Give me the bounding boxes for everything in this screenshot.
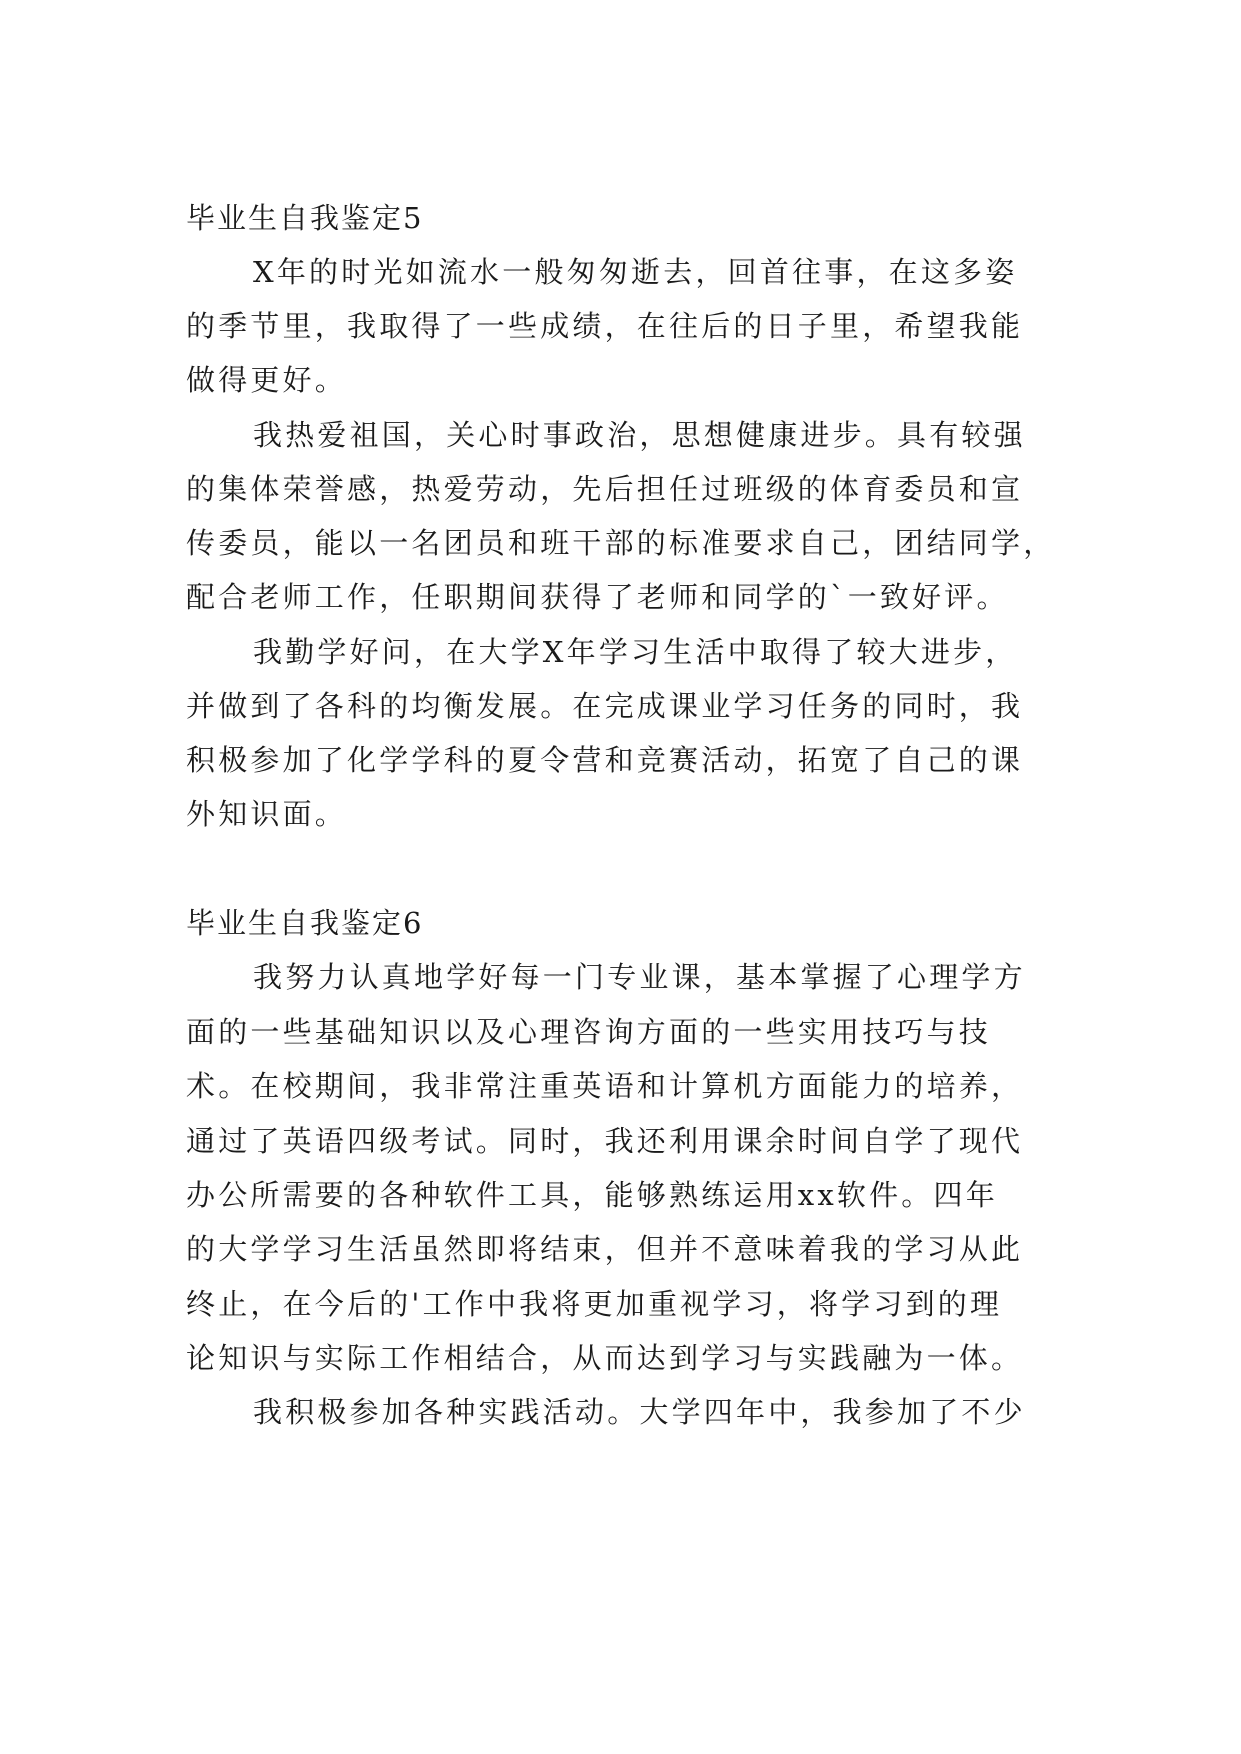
paragraph-line: 办公所需要的各种软件工具，能够熟练运用xx软件。四年 [186, 1178, 998, 1212]
paragraph-line: 我热爱祖国，关心时事政治，思想健康进步。具有较强 [253, 418, 1026, 452]
paragraph-line: 做得更好。 [186, 363, 348, 397]
paragraph-line: 积极参加了化学学科的夏令营和竞赛活动，拓宽了自己的课 [186, 743, 1024, 777]
paragraph-line: 我努力认真地学好每一门专业课，基本掌握了心理学方 [253, 960, 1026, 994]
paragraph-line: 外知识面。 [186, 797, 348, 831]
paragraph-line: 配合老师工作，任职期间获得了老师和同学的`一致好评。 [186, 580, 1009, 614]
paragraph-line: 的集体荣誉感，热爱劳动，先后担任过班级的体育委员和宣 [186, 472, 1024, 506]
paragraph-line: 论知识与实际工作相结合，从而达到学习与实践融为一体。 [186, 1341, 1024, 1375]
paragraph-line: 我勤学好问，在大学X年学习生活中取得了较大进步， [253, 635, 1018, 669]
paragraph-line: 的大学学习生活虽然即将结束，但并不意味着我的学习从此 [186, 1232, 1024, 1266]
paragraph-line: 面的一些基础知识以及心理咨询方面的一些实用技巧与技 [186, 1015, 992, 1049]
paragraph-line: 通过了英语四级考试。同时，我还利用课余时间自学了现代 [186, 1124, 1024, 1158]
paragraph-line: 传委员，能以一名团员和班干部的标准要求自己，团结同学， [186, 526, 1056, 560]
paragraph-line: 我积极参加各种实践活动。大学四年中，我参加了不少 [253, 1395, 1026, 1429]
section-heading-5: 毕业生自我鉴定5 [186, 201, 424, 235]
paragraph-line: 的季节里，我取得了一些成绩，在往后的日子里，希望我能 [186, 309, 1024, 343]
paragraph-line: 终止，在今后的'工作中我将更加重视学习，将学习到的理 [186, 1287, 1003, 1321]
paragraph-line: X年的时光如流水一般匆匆逝去，回首往事，在这多姿 [253, 255, 1018, 289]
section-heading-6: 毕业生自我鉴定6 [186, 906, 424, 940]
paragraph-line: 术。在校期间，我非常注重英语和计算机方面能力的培养， [186, 1069, 1024, 1103]
paragraph-line: 并做到了各科的均衡发展。在完成课业学习任务的同时，我 [186, 689, 1024, 723]
